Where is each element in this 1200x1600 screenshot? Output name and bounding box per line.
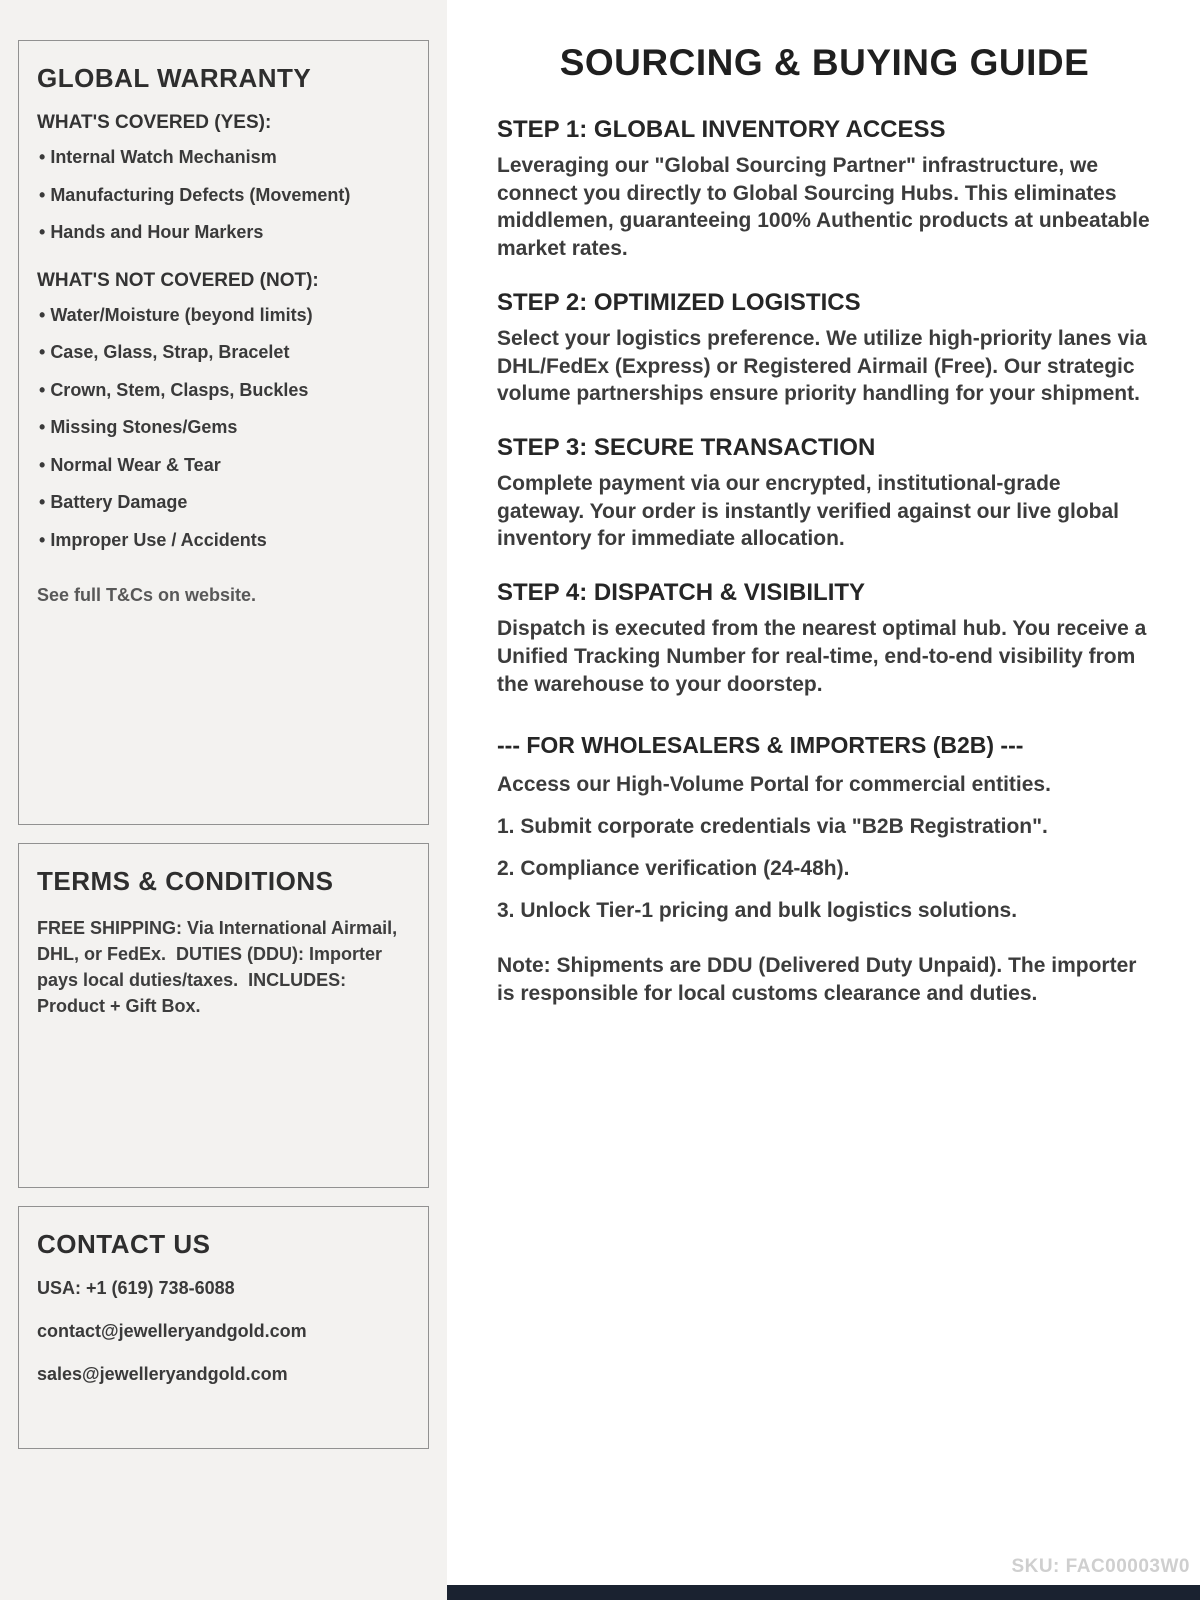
terms-body: FREE SHIPPING: Via International Airmail, DHL, or FedEx. DUTIES (DDU): Importer pays local duties/taxes. INCLUDES: Product + Gift Box. [37,918,403,1017]
contact-email-primary: contact@jewelleryandgold.com [37,1321,307,1341]
b2b-note: Note: Shipments are DDU (Delivered Duty Unpaid). The importer is responsible for local customs clearance and duties. [497,954,1137,1005]
b2b-heading: --- FOR WHOLESALERS & IMPORTERS (B2B) --- [497,732,1024,759]
warranty-title: GLOBAL WARRANTY [37,63,312,93]
footer-bar [447,1585,1200,1600]
terms-box [18,843,429,1188]
b2b-section [497,732,1152,1007]
step-1-body: Leveraging our "Global Sourcing Partner" infrastructure, we connect you directly to Global Sourcing Hubs. This eliminates middlemen, guaranteeing 100% Authentic products at unbeatable market rates. [497,154,1150,261]
not-covered-item: • Crown, Stem, Clasps, Buckles [39,379,412,402]
not-covered-subtitle: WHAT'S NOT COVERED (NOT): [37,269,319,291]
step-2-body: Select your logistics preference. We utilize high-priority lanes via DHL/FedEx (Express) or Registered Airmail (Free). Our strategic volume partnerships ensure priority handling for your shipment. [497,326,1147,406]
not-covered-item: • Battery Damage [39,491,412,514]
covered-subtitle: WHAT'S COVERED (YES): [37,112,272,133]
not-covered-item: • Water/Moisture (beyond limits) [39,304,412,327]
step-4-heading: STEP 4: DISPATCH & VISIBILITY [497,579,866,607]
b2b-item-3: 3. Unlock Tier-1 pricing and bulk logistics solutions. [497,898,1018,922]
contact-phone: USA: +1 (619) 738-6088 [37,1278,235,1298]
step-2-section [497,289,1152,408]
contact-title: CONTACT US [37,1229,211,1259]
step-1-section [497,116,1152,263]
b2b-item-1: 1. Submit corporate credentials via "B2B Registration". [497,815,1048,839]
step-2-heading: STEP 2: OPTIMIZED LOGISTICS [497,288,861,316]
step-3-heading: STEP 3: SECURE TRANSACTION [497,434,876,462]
step-3-body: Complete payment via our encrypted, institutional-grade gateway. Your order is instantly verified against our live global inventory for immediate allocation. [497,472,1120,551]
covered-item: • Hands and Hour Markers [39,221,412,244]
covered-item: • Manufacturing Defects (Movement) [39,184,412,207]
terms-title: TERMS & CONDITIONS [37,866,334,896]
not-covered-item: • Normal Wear & Tear [39,454,412,477]
step-4-section [497,579,1152,698]
sidebar [0,0,447,1600]
covered-item: • Internal Watch Mechanism [39,146,412,169]
step-1-heading: STEP 1: GLOBAL INVENTORY ACCESS [497,116,946,143]
b2b-item-2: 2. Compliance verification (24-48h). [497,856,850,880]
b2b-intro: Access our High-Volume Portal for commercial entities. [497,773,1051,797]
not-covered-item: • Missing Stones/Gems [39,416,412,439]
step-3-section [497,434,1152,553]
step-4-body: Dispatch is executed from the nearest optimal hub. You receive a Unified Tracking Number for real-time, end-to-end visibility from the warehouse to your doorstep. [497,617,1147,696]
warranty-box [18,40,429,825]
page-title: SOURCING & BUYING GUIDE [559,42,1090,83]
main-content [447,0,1200,1600]
contact-email-sales: sales@jewelleryandgold.com [37,1364,288,1384]
not-covered-item: • Improper Use / Accidents [39,529,412,552]
contact-box [18,1206,429,1449]
sku-label: SKU: FAC00003W0 [1011,1556,1190,1577]
warranty-footnote: See full T&Cs on website. [37,585,257,605]
not-covered-item: • Case, Glass, Strap, Bracelet [39,341,412,364]
